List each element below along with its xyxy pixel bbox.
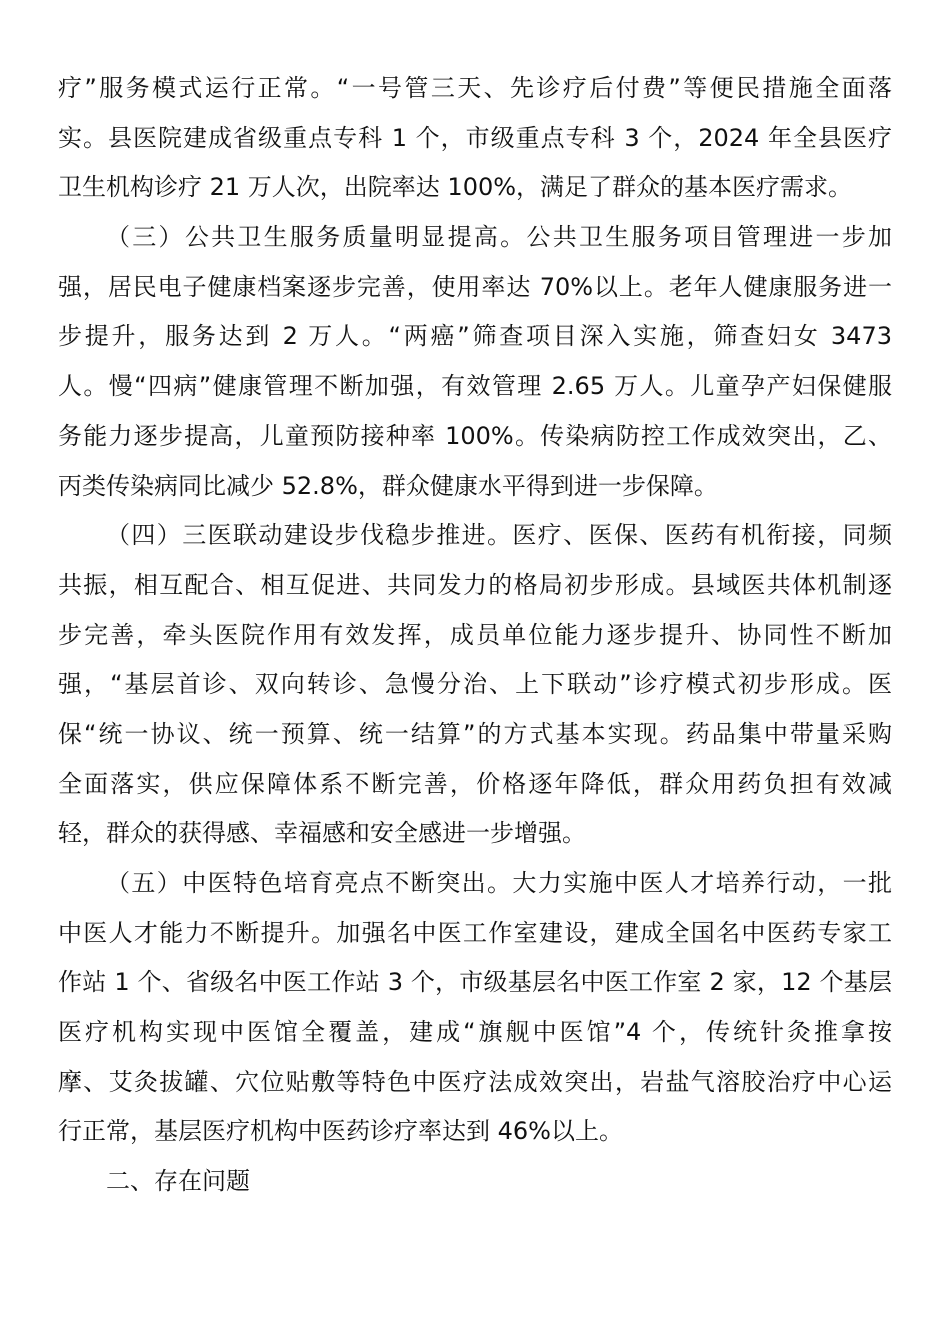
text-line-2: 实。县医院建成省级重点专科 1 个，市级重点专科 3 个，2024 年全县医疗 — [58, 123, 892, 152]
text-line-11: 共振，相互配合、相互促进、共同发力的格局初步形成。县域医共体机制逐 — [58, 570, 892, 599]
text-line-18: 中医人才能力不断提升。加强名中医工作室建设，建成全国名中医药专家工 — [58, 918, 892, 947]
text-line-16: 轻，群众的获得感、幸福感和安全感进一步增强。 — [58, 819, 586, 848]
text-line-14: 保“统一协议、统一预算、统一结算”的方式基本实现。药品集中带量采购 — [58, 719, 892, 748]
text-line-12: 步完善，牵头医院作用有效发挥，成员单位能力逐步提升、协同性不断加 — [58, 620, 892, 649]
text-line-20: 医疗机构实现中医馆全覆盖，建成“旗舰中医馆”4 个，传统针灸推拿按 — [58, 1018, 892, 1047]
text-line-9: 丙类传染病同比减少 52.8%，群众健康水平得到进一步保障。 — [58, 471, 718, 500]
document-body — [58, 64, 892, 1207]
section-4-heading-line: （四）三医联动建设步伐稳步推进。医疗、医保、医药有机衔接，同频 — [106, 521, 892, 550]
text-line-22: 行正常，基层医疗机构中医药诊疗率达到 46%以上。 — [58, 1117, 623, 1146]
section-3-heading-line: （三）公共卫生服务质量明显提高。公共卫生服务项目管理进一步加 — [106, 223, 892, 252]
text-line-7: 人。慢“四病”健康管理不断加强，有效管理 2.65 万人。儿童孕产妇保健服 — [58, 372, 892, 401]
text-line-19: 作站 1 个、省级名中医工作站 3 个，市级基层名中医工作室 2 家，12 个基层 — [58, 968, 892, 997]
text-line-13: 强，“基层首诊、双向转诊、急慢分治、上下联动”诊疗模式初步形成。医 — [58, 670, 892, 699]
text-line-15: 全面落实，供应保障体系不断完善，价格逐年降低，群众用药负担有效减 — [58, 769, 892, 798]
section-heading-problems: 二、存在问题 — [106, 1167, 250, 1196]
text-line-21: 摩、艾灸拔罐、穴位贴敷等特色中医疗法成效突出，岩盐气溶胶治疗中心运 — [58, 1067, 892, 1096]
text-line-6: 步提升，服务达到 2 万人。“两癌”筛查项目深入实施，筛查妇女 3473 — [58, 322, 892, 351]
text-line-8: 务能力逐步提高，儿童预防接种率 100%。传染病防控工作成效突出，乙、 — [58, 421, 892, 450]
section-5-heading-line: （五）中医特色培育亮点不断突出。大力实施中医人才培养行动，一批 — [106, 869, 892, 897]
text-line-1: 疗”服务模式运行正常。“一号管三天、先诊疗后付费”等便民措施全面落 — [58, 74, 892, 102]
text-line-5: 强，居民电子健康档案逐步完善，使用率达 70%以上。老年人健康服务进一 — [58, 272, 892, 301]
text-line-3: 卫生机构诊疗 21 万人次，出院率达 100%，满足了群众的基本医疗需求。 — [58, 173, 853, 202]
